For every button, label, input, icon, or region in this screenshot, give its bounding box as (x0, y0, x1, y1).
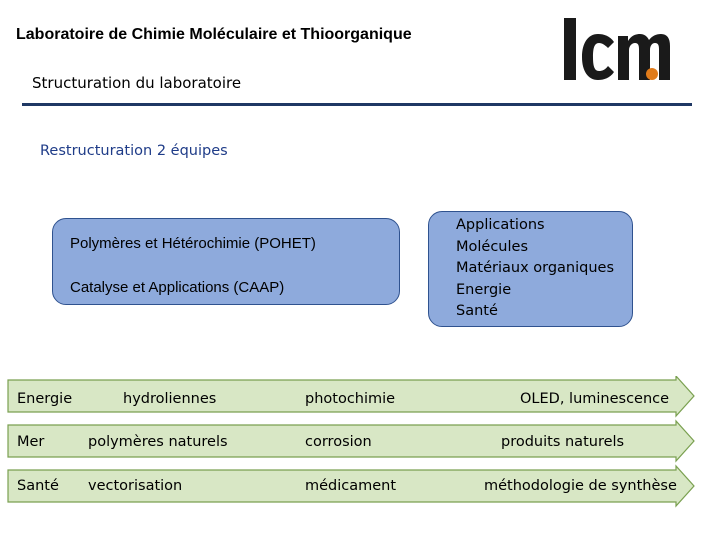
row-label-energie: Energie (17, 391, 73, 407)
row-item: polymères naturels (88, 434, 228, 450)
section-heading: Restructuration 2 équipes (40, 143, 228, 159)
team-pohet: Polymères et Hétérochimie (POHET) (70, 235, 316, 252)
row-item: hydroliennes (123, 391, 217, 407)
applications-heading: Applications (456, 217, 545, 233)
lcmt-logo (562, 14, 674, 82)
row-label-mer: Mer (17, 434, 45, 450)
row-item: photochimie (305, 391, 396, 407)
row-item: produits naturels (501, 434, 625, 450)
row-item: vectorisation (88, 478, 183, 494)
row-item: corrosion (305, 434, 372, 450)
header-divider (22, 103, 692, 106)
application-item: Matériaux organiques (456, 260, 615, 276)
team-caap: Catalyse et Applications (CAAP) (70, 279, 285, 296)
page-title: Laboratoire de Chimie Moléculaire et Thioorganique (16, 26, 412, 43)
applications-list (456, 215, 614, 323)
row-label-sante: Santé (17, 478, 59, 494)
application-item: Molécules (456, 238, 528, 255)
row-item: méthodologie de synthèse (484, 478, 677, 494)
page-subtitle: Structuration du laboratoire (32, 74, 242, 92)
application-item: Energie (456, 281, 512, 298)
row-item: OLED, luminescence (520, 391, 670, 407)
application-item: Santé (456, 303, 498, 319)
row-item: médicament (305, 478, 397, 494)
